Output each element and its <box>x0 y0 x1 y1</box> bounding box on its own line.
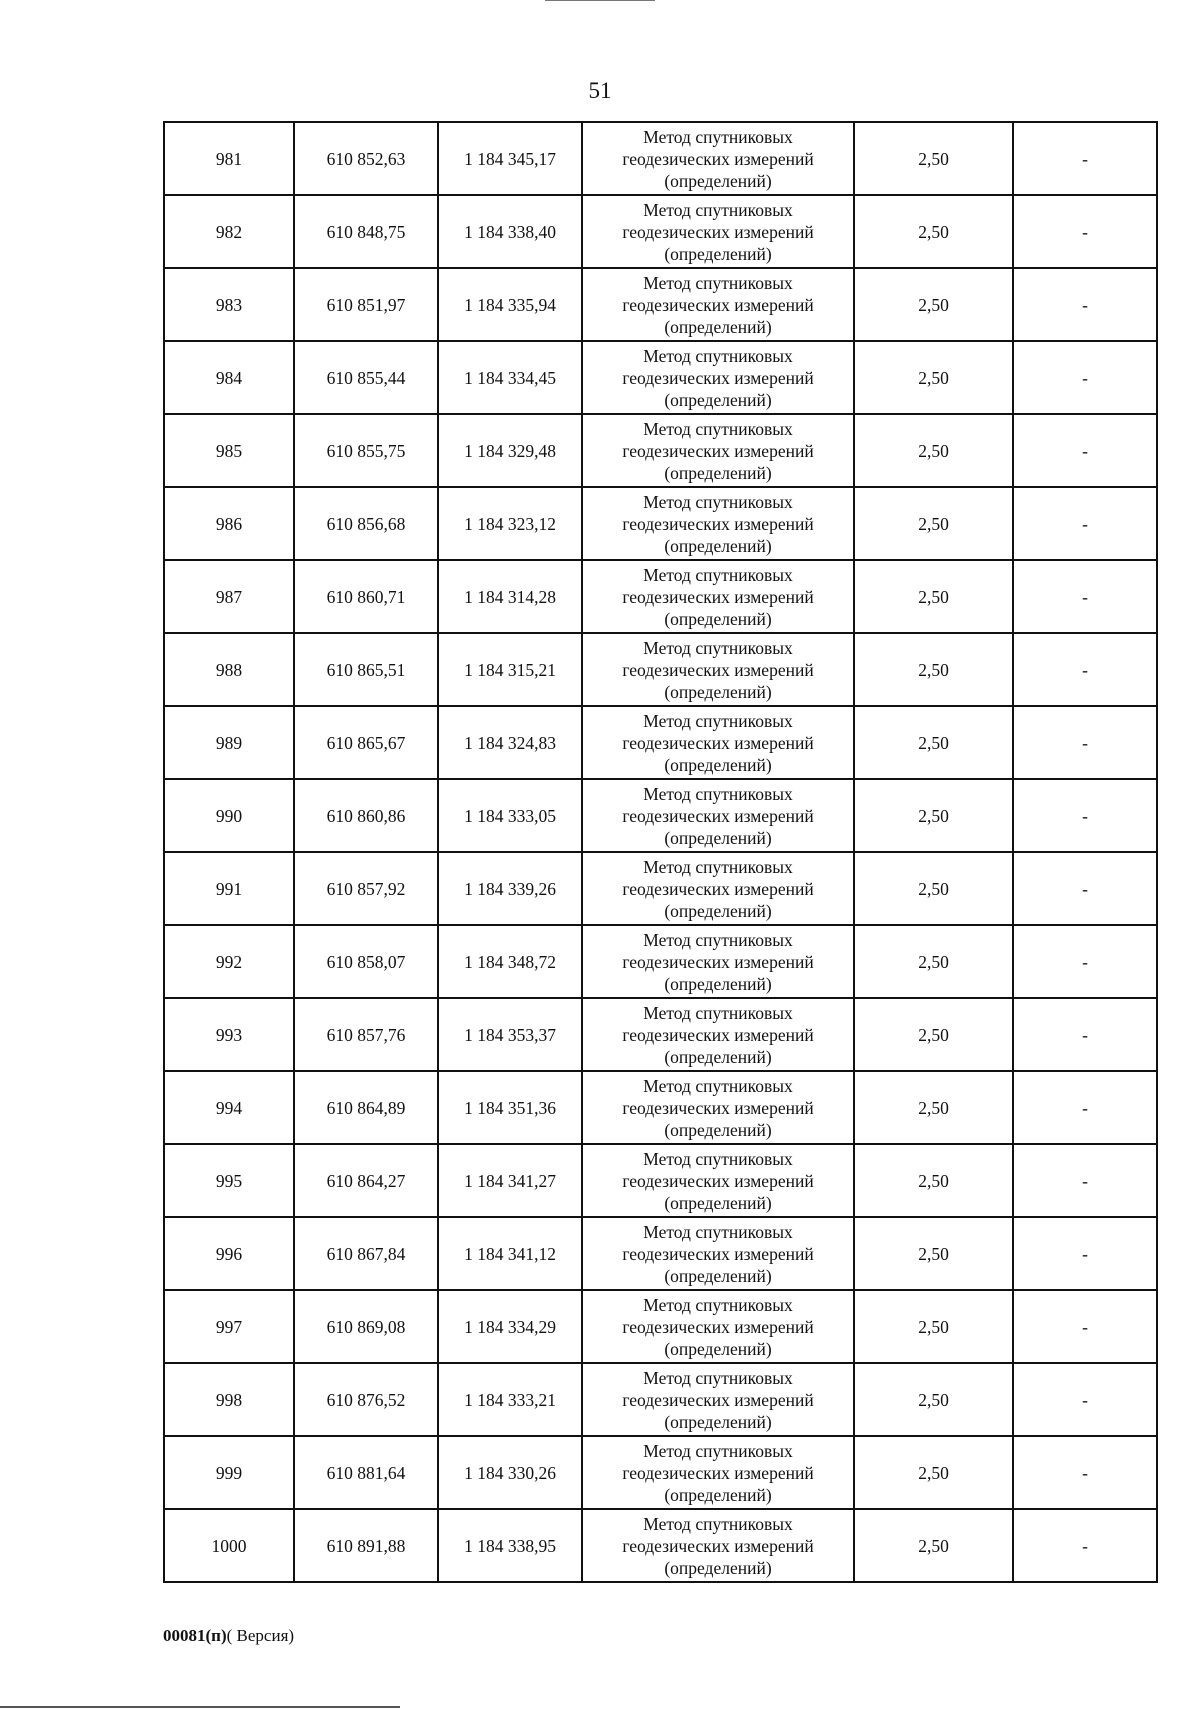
note-cell: - <box>1013 195 1157 268</box>
table-row <box>164 1436 1157 1509</box>
method-line: геодезических измерений <box>622 732 814 753</box>
method-line: геодезических измерений <box>622 1316 814 1337</box>
coordinate-y-cell: 1 184 345,17 <box>438 122 582 195</box>
method-line: Метод спутниковых <box>643 1294 793 1315</box>
table-row <box>164 1290 1157 1363</box>
accuracy-cell: 2,50 <box>854 122 1013 195</box>
point-number-cell: 993 <box>164 998 294 1071</box>
coordinate-x-cell: 610 857,76 <box>294 998 438 1071</box>
method-line: (определений) <box>664 1265 772 1286</box>
note-cell: - <box>1013 1290 1157 1363</box>
note-cell: - <box>1013 633 1157 706</box>
coordinate-x-cell: 610 858,07 <box>294 925 438 998</box>
method-line: Метод спутниковых <box>643 710 793 731</box>
method-line: (определений) <box>664 681 772 702</box>
method-line: Метод спутниковых <box>643 783 793 804</box>
accuracy-cell: 2,50 <box>854 487 1013 560</box>
method-line: Метод спутниковых <box>643 1513 793 1534</box>
coordinate-x-cell: 610 865,67 <box>294 706 438 779</box>
method-line: Метод спутниковых <box>643 1002 793 1023</box>
point-number-cell: 981 <box>164 122 294 195</box>
method-line: (определений) <box>664 389 772 410</box>
method-line: Метод спутниковых <box>643 1367 793 1388</box>
method-cell <box>582 998 854 1071</box>
method-cell <box>582 560 854 633</box>
document-version: ( Версия) <box>226 1626 295 1645</box>
point-number-cell: 989 <box>164 706 294 779</box>
accuracy-cell: 2,50 <box>854 1363 1013 1436</box>
method-cell <box>582 195 854 268</box>
note-cell: - <box>1013 852 1157 925</box>
note-cell: - <box>1013 706 1157 779</box>
accuracy-cell: 2,50 <box>854 1071 1013 1144</box>
table-row <box>164 1071 1157 1144</box>
coordinate-y-cell: 1 184 335,94 <box>438 268 582 341</box>
point-number-cell: 987 <box>164 560 294 633</box>
method-cell <box>582 779 854 852</box>
method-line: Метод спутниковых <box>643 637 793 658</box>
accuracy-cell: 2,50 <box>854 195 1013 268</box>
note-cell: - <box>1013 1436 1157 1509</box>
method-line: геодезических измерений <box>622 951 814 972</box>
point-number-cell: 991 <box>164 852 294 925</box>
method-cell <box>582 706 854 779</box>
point-number-cell: 995 <box>164 1144 294 1217</box>
coordinate-y-cell: 1 184 330,26 <box>438 1436 582 1509</box>
coordinate-x-cell: 610 891,88 <box>294 1509 438 1582</box>
point-number-cell: 996 <box>164 1217 294 1290</box>
accuracy-cell: 2,50 <box>854 1217 1013 1290</box>
table-row <box>164 925 1157 998</box>
coordinate-y-cell: 1 184 351,36 <box>438 1071 582 1144</box>
coordinate-y-cell: 1 184 323,12 <box>438 487 582 560</box>
coordinate-y-cell: 1 184 339,26 <box>438 852 582 925</box>
method-line: (определений) <box>664 754 772 775</box>
method-cell <box>582 487 854 560</box>
note-cell: - <box>1013 998 1157 1071</box>
method-line: (определений) <box>664 827 772 848</box>
method-line: геодезических измерений <box>622 878 814 899</box>
method-line: геодезических измерений <box>622 1535 814 1556</box>
point-number-cell: 1000 <box>164 1509 294 1582</box>
coordinate-x-cell: 610 869,08 <box>294 1290 438 1363</box>
accuracy-cell: 2,50 <box>854 852 1013 925</box>
table-row <box>164 852 1157 925</box>
method-line: (определений) <box>664 462 772 483</box>
method-line: Метод спутниковых <box>643 856 793 877</box>
method-line: (определений) <box>664 1484 772 1505</box>
point-number-cell: 994 <box>164 1071 294 1144</box>
note-cell: - <box>1013 487 1157 560</box>
accuracy-cell: 2,50 <box>854 998 1013 1071</box>
point-number-cell: 998 <box>164 1363 294 1436</box>
coordinates-table-body <box>164 122 1157 1582</box>
table-row <box>164 268 1157 341</box>
accuracy-cell: 2,50 <box>854 925 1013 998</box>
method-line: геодезических измерений <box>622 1389 814 1410</box>
method-line: геодезических измерений <box>622 1243 814 1264</box>
method-cell <box>582 925 854 998</box>
note-cell: - <box>1013 341 1157 414</box>
method-line: Метод спутниковых <box>643 929 793 950</box>
point-number-cell: 983 <box>164 268 294 341</box>
method-line: (определений) <box>664 243 772 264</box>
coordinate-y-cell: 1 184 324,83 <box>438 706 582 779</box>
method-line: (определений) <box>664 1411 772 1432</box>
method-line: Метод спутниковых <box>643 1221 793 1242</box>
method-line: геодезических измерений <box>622 367 814 388</box>
table-row <box>164 195 1157 268</box>
coordinate-x-cell: 610 852,63 <box>294 122 438 195</box>
method-line: (определений) <box>664 608 772 629</box>
method-line: геодезических измерений <box>622 1024 814 1045</box>
coordinate-x-cell: 610 876,52 <box>294 1363 438 1436</box>
coordinate-y-cell: 1 184 338,40 <box>438 195 582 268</box>
page-number: 51 <box>588 78 612 103</box>
method-line: геодезических измерений <box>622 1462 814 1483</box>
accuracy-cell: 2,50 <box>854 341 1013 414</box>
coordinate-x-cell: 610 860,86 <box>294 779 438 852</box>
method-line: Метод спутниковых <box>643 126 793 147</box>
method-line: геодезических измерений <box>622 1170 814 1191</box>
scan-edge-line-top <box>545 0 655 1</box>
accuracy-cell: 2,50 <box>854 633 1013 706</box>
method-cell <box>582 1290 854 1363</box>
coordinate-x-cell: 610 851,97 <box>294 268 438 341</box>
coordinate-x-cell: 610 881,64 <box>294 1436 438 1509</box>
method-line: геодезических измерений <box>622 148 814 169</box>
method-line: геодезических измерений <box>622 294 814 315</box>
method-line: (определений) <box>664 1046 772 1067</box>
method-cell <box>582 122 854 195</box>
method-line: геодезических измерений <box>622 221 814 242</box>
method-line: Метод спутниковых <box>643 491 793 512</box>
coordinate-x-cell: 610 865,51 <box>294 633 438 706</box>
table-row <box>164 122 1157 195</box>
coordinates-table <box>163 121 1158 1583</box>
document-footer <box>163 1626 294 1646</box>
coordinate-x-cell: 610 864,27 <box>294 1144 438 1217</box>
table-row <box>164 341 1157 414</box>
method-cell <box>582 633 854 706</box>
method-cell <box>582 268 854 341</box>
method-line: геодезических измерений <box>622 513 814 534</box>
method-cell <box>582 1436 854 1509</box>
accuracy-cell: 2,50 <box>854 1144 1013 1217</box>
coordinate-x-cell: 610 867,84 <box>294 1217 438 1290</box>
note-cell: - <box>1013 268 1157 341</box>
coordinate-y-cell: 1 184 341,12 <box>438 1217 582 1290</box>
method-line: (определений) <box>664 1338 772 1359</box>
method-cell <box>582 1217 854 1290</box>
table-row <box>164 414 1157 487</box>
table-row <box>164 633 1157 706</box>
coordinate-y-cell: 1 184 338,95 <box>438 1509 582 1582</box>
method-line: геодезических измерений <box>622 1097 814 1118</box>
accuracy-cell: 2,50 <box>854 1436 1013 1509</box>
method-cell <box>582 1509 854 1582</box>
method-line: Метод спутниковых <box>643 1148 793 1169</box>
table-row <box>164 1363 1157 1436</box>
point-number-cell: 992 <box>164 925 294 998</box>
method-line: геодезических измерений <box>622 586 814 607</box>
note-cell: - <box>1013 414 1157 487</box>
method-line: (определений) <box>664 170 772 191</box>
coordinate-y-cell: 1 184 334,29 <box>438 1290 582 1363</box>
note-cell: - <box>1013 779 1157 852</box>
coordinate-x-cell: 610 857,92 <box>294 852 438 925</box>
point-number-cell: 999 <box>164 1436 294 1509</box>
point-number-cell: 986 <box>164 487 294 560</box>
coordinate-x-cell: 610 860,71 <box>294 560 438 633</box>
note-cell: - <box>1013 1363 1157 1436</box>
method-cell <box>582 414 854 487</box>
accuracy-cell: 2,50 <box>854 706 1013 779</box>
coordinate-y-cell: 1 184 334,45 <box>438 341 582 414</box>
note-cell: - <box>1013 122 1157 195</box>
document-code: 00081(п) <box>163 1626 227 1645</box>
note-cell: - <box>1013 1071 1157 1144</box>
method-line: геодезических измерений <box>622 659 814 680</box>
point-number-cell: 985 <box>164 414 294 487</box>
method-line: (определений) <box>664 535 772 556</box>
table-row <box>164 1217 1157 1290</box>
table-row <box>164 560 1157 633</box>
coordinate-x-cell: 610 855,75 <box>294 414 438 487</box>
coordinate-y-cell: 1 184 341,27 <box>438 1144 582 1217</box>
accuracy-cell: 2,50 <box>854 1509 1013 1582</box>
table-row <box>164 779 1157 852</box>
accuracy-cell: 2,50 <box>854 268 1013 341</box>
coordinate-x-cell: 610 864,89 <box>294 1071 438 1144</box>
method-line: Метод спутниковых <box>643 1440 793 1461</box>
note-cell: - <box>1013 1144 1157 1217</box>
table-row <box>164 1509 1157 1582</box>
accuracy-cell: 2,50 <box>854 779 1013 852</box>
method-line: Метод спутниковых <box>643 564 793 585</box>
note-cell: - <box>1013 1217 1157 1290</box>
method-line: (определений) <box>664 1557 772 1578</box>
note-cell: - <box>1013 560 1157 633</box>
method-line: (определений) <box>664 1119 772 1140</box>
method-cell <box>582 1144 854 1217</box>
method-line: геодезических измерений <box>622 805 814 826</box>
method-line: Метод спутниковых <box>643 345 793 366</box>
method-cell <box>582 852 854 925</box>
point-number-cell: 984 <box>164 341 294 414</box>
method-line: (определений) <box>664 1192 772 1213</box>
method-line: Метод спутниковых <box>643 1075 793 1096</box>
note-cell: - <box>1013 1509 1157 1582</box>
method-cell <box>582 1071 854 1144</box>
coordinate-y-cell: 1 184 329,48 <box>438 414 582 487</box>
coordinate-x-cell: 610 855,44 <box>294 341 438 414</box>
table-row <box>164 487 1157 560</box>
method-line: Метод спутниковых <box>643 418 793 439</box>
coordinate-y-cell: 1 184 353,37 <box>438 998 582 1071</box>
method-cell <box>582 341 854 414</box>
point-number-cell: 982 <box>164 195 294 268</box>
note-cell: - <box>1013 925 1157 998</box>
method-line: (определений) <box>664 973 772 994</box>
point-number-cell: 997 <box>164 1290 294 1363</box>
table-row <box>164 1144 1157 1217</box>
method-line: (определений) <box>664 900 772 921</box>
table-row <box>164 998 1157 1071</box>
scan-edge-line-bottom <box>0 1706 400 1708</box>
coordinate-y-cell: 1 184 314,28 <box>438 560 582 633</box>
coordinate-y-cell: 1 184 333,05 <box>438 779 582 852</box>
method-line: Метод спутниковых <box>643 199 793 220</box>
coordinate-y-cell: 1 184 333,21 <box>438 1363 582 1436</box>
coordinate-y-cell: 1 184 315,21 <box>438 633 582 706</box>
accuracy-cell: 2,50 <box>854 560 1013 633</box>
table-row <box>164 706 1157 779</box>
coordinate-y-cell: 1 184 348,72 <box>438 925 582 998</box>
point-number-cell: 988 <box>164 633 294 706</box>
method-line: (определений) <box>664 316 772 337</box>
method-line: геодезических измерений <box>622 440 814 461</box>
method-cell <box>582 1363 854 1436</box>
coordinate-x-cell: 610 848,75 <box>294 195 438 268</box>
accuracy-cell: 2,50 <box>854 414 1013 487</box>
accuracy-cell: 2,50 <box>854 1290 1013 1363</box>
method-line: Метод спутниковых <box>643 272 793 293</box>
point-number-cell: 990 <box>164 779 294 852</box>
coordinate-x-cell: 610 856,68 <box>294 487 438 560</box>
